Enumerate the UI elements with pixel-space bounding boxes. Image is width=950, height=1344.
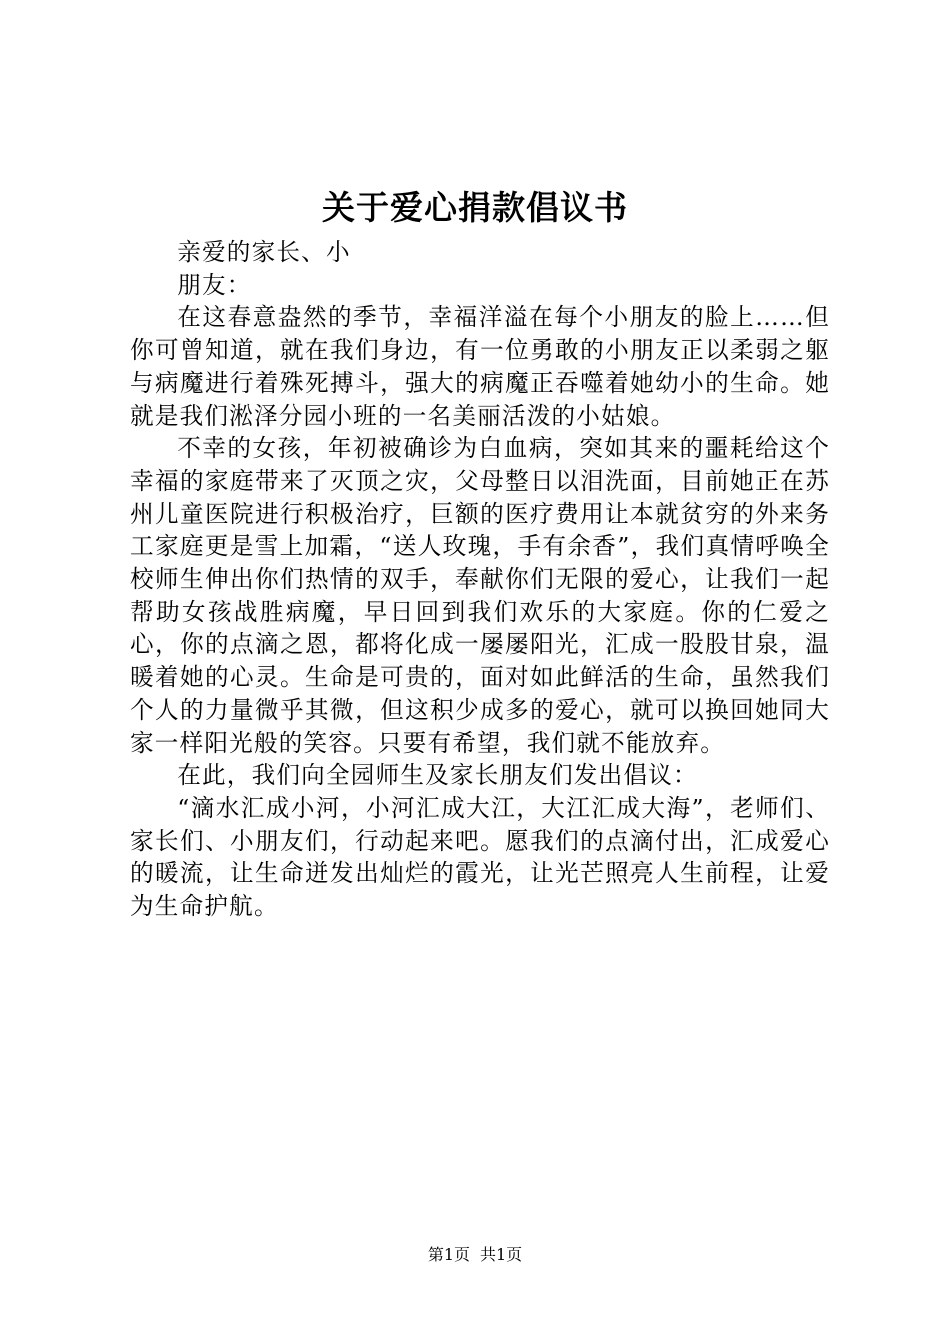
greeting-line-1: 亲爱的家长、小 bbox=[177, 238, 351, 266]
document-body bbox=[130, 236, 830, 923]
paragraph-3: 在此，我们向全园师生及家长朋友们发出倡议： bbox=[177, 761, 698, 790]
document-title: 关于爱心捐款倡议书 bbox=[322, 188, 628, 227]
page-total: 共1页 bbox=[480, 1245, 523, 1264]
greeting-line-2: 朋友： bbox=[177, 270, 252, 299]
paragraph-4: “滴水汇成小河，小河汇成大江，大江汇成大海”，老师们、家长们、小朋友们，行动起来吧。愿我们的点滴付出，汇成爱心的暖流，让生命迸发出灿烂的霞光，让光芒照亮人生前程，让爱为生命护航。 bbox=[130, 793, 830, 921]
paragraph-1: 在这春意盎然的季节，幸福洋溢在每个小朋友的脸上……但你可曾知道，就在我们身边，有一位勇敢的小朋友正以柔弱之躯与病魔进行着殊死搏斗，强大的病魔正吞噬着她幼小的生命。她就是我们淞泽分园小班的一名美丽活泼的小姑娘。 bbox=[130, 303, 830, 430]
paragraph-2: 不幸的女孩，年初被确诊为白血病，突如其来的噩耗给这个幸福的家庭带来了灭顶之灾，父母整日以泪洗面，目前她正在苏州儿童医院进行积极治疗，巨额的医疗费用让本就贫穷的外来务工家庭更是雪上加霜，“送人玫瑰，手有余香”，我们真情呼唤全校师生伸出你们热情的双手，奉献你们无限的爱心，让我们一起帮助女孩战胜病魔，早日回到我们欢乐的大家庭。你的仁爱之心，你的点滴之恩，都将化成一屡屡阳光，汇成一股股甘泉，温暖着她的心灵。生命是可贵的，面对如此鲜活的生命，虽然我们个人的力量微乎其微，但这积少成多的爱心，就可以换回她同大家一样阳光般的笑容。只要有希望，我们就不能放弃。 bbox=[130, 434, 830, 757]
page-number: 第1页 bbox=[427, 1245, 470, 1264]
page-footer bbox=[0, 1244, 950, 1266]
